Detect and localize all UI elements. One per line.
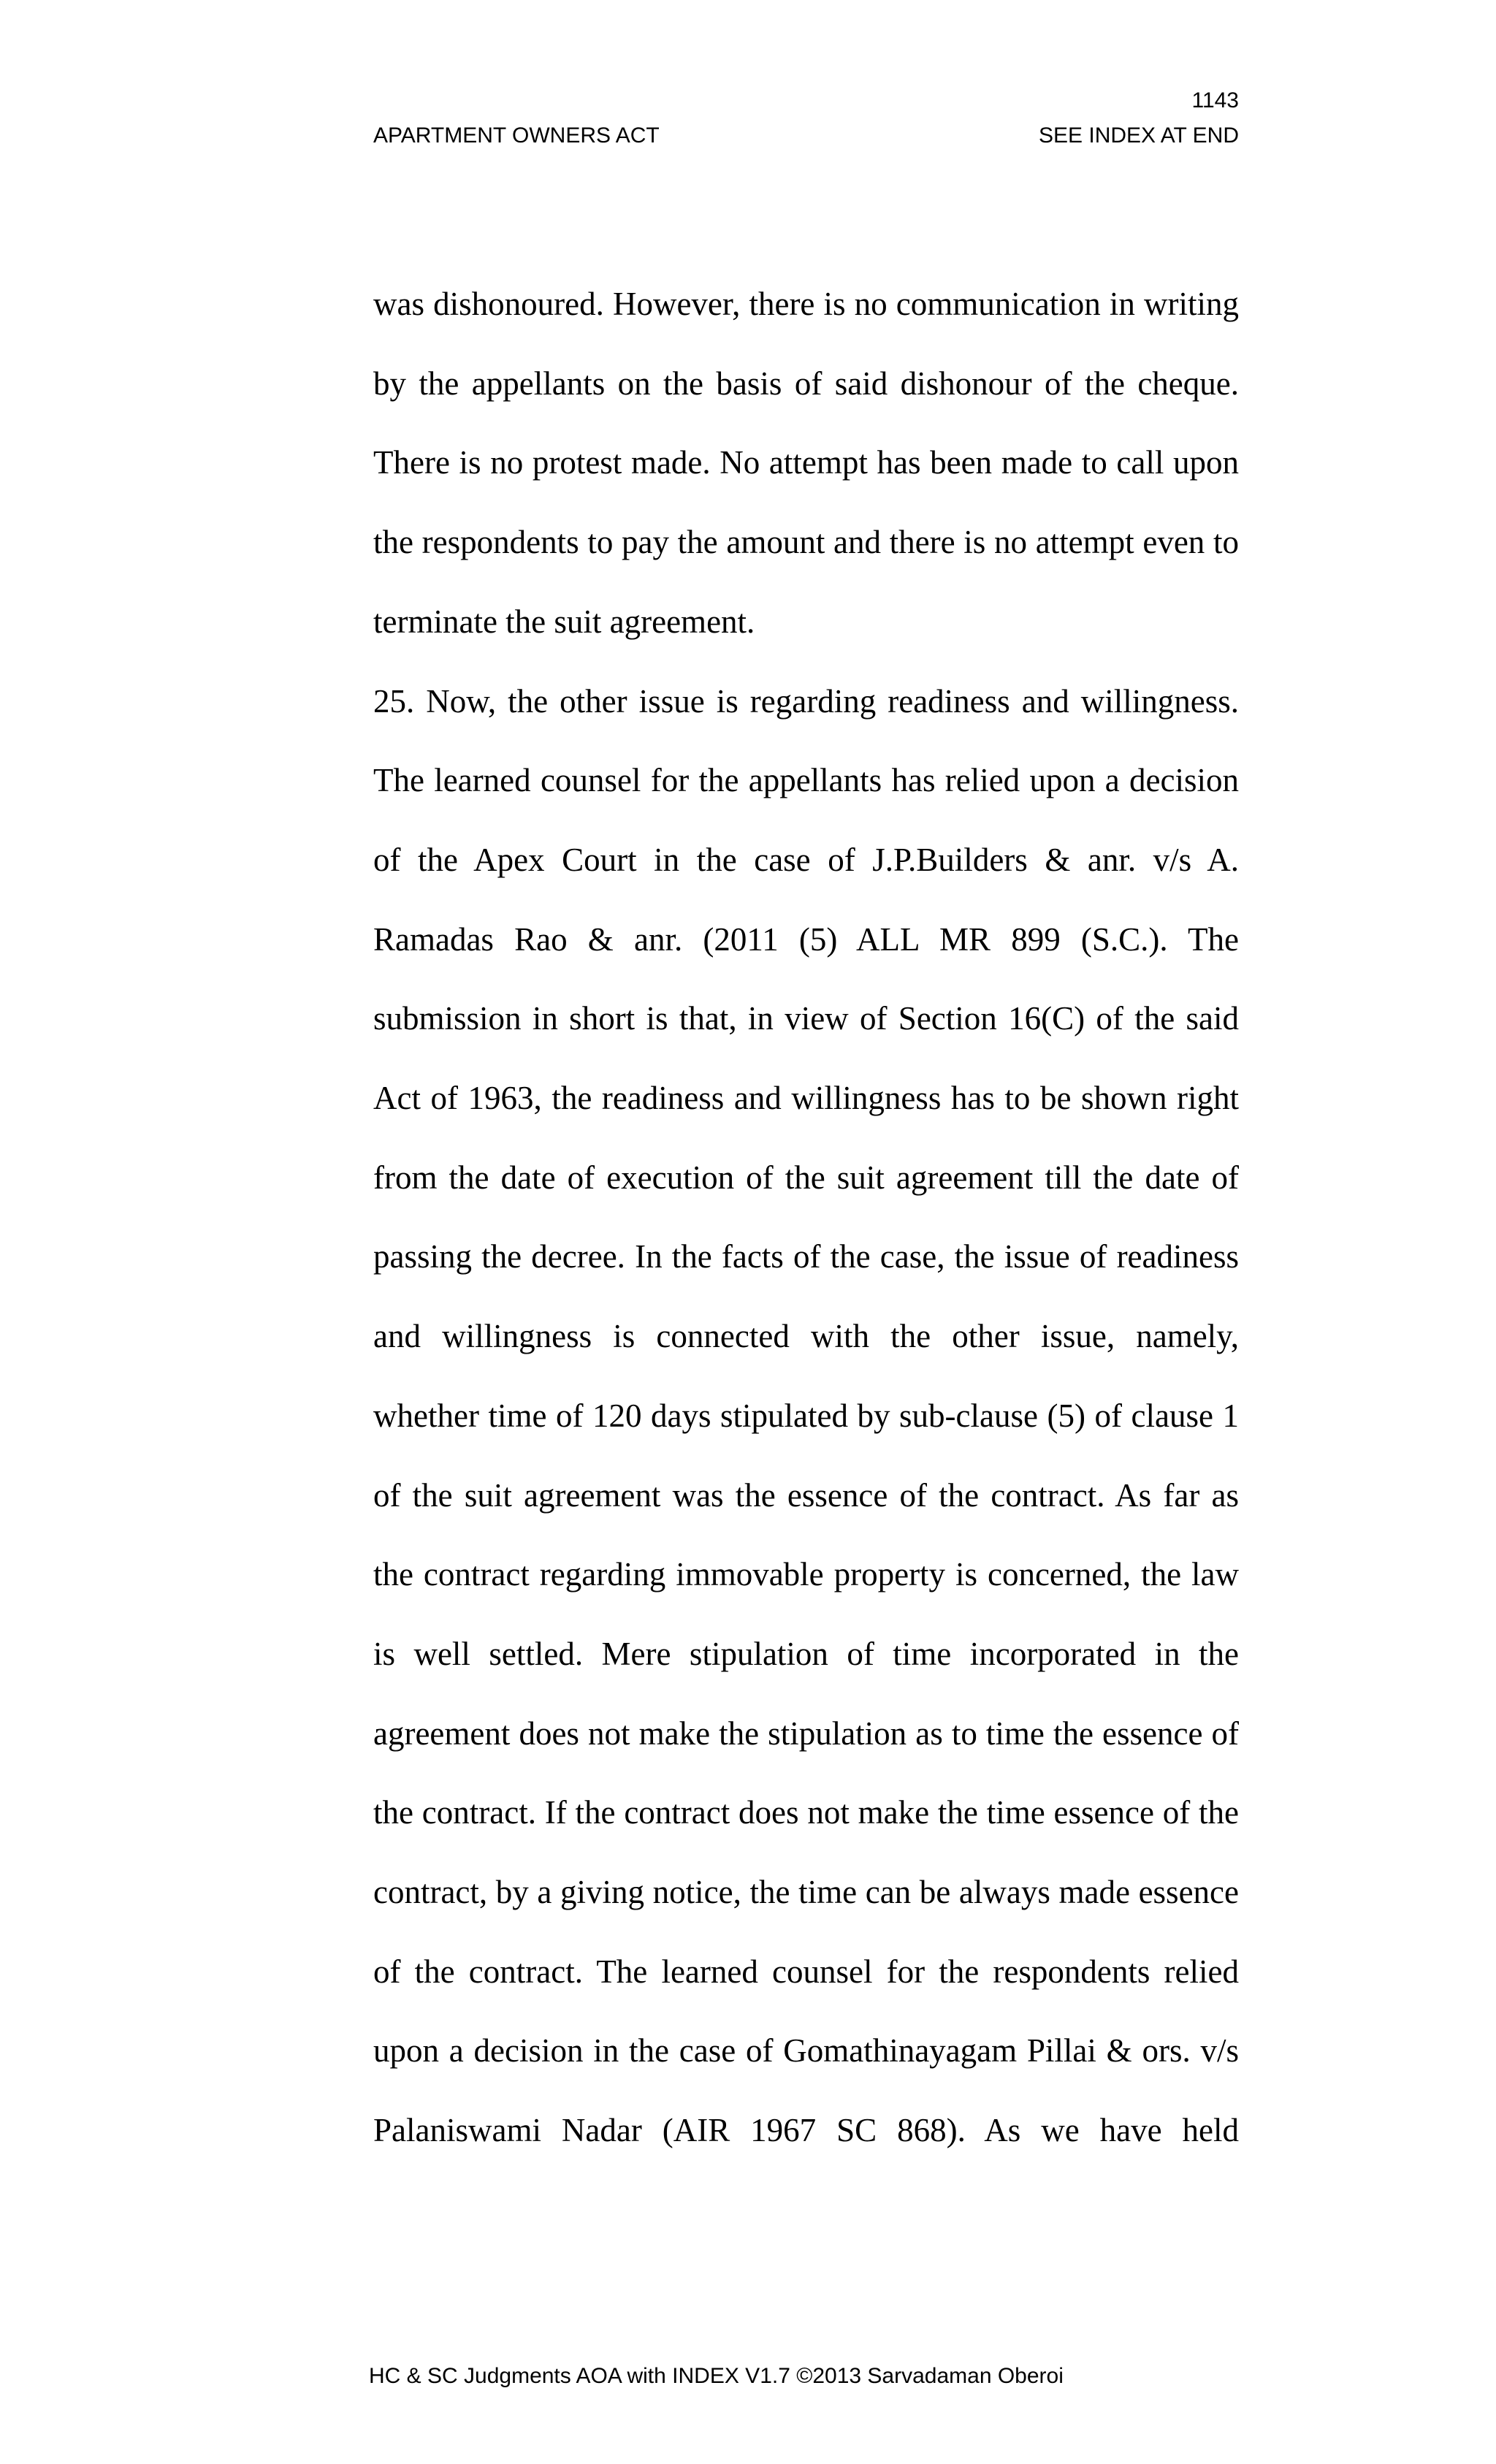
- body-paragraph: was dishonoured. However, there is no communication in writing by the appellants on the basis of said dishonour of the cheque. There is no protest made. No attempt has been made to call upon the respondents to pay the amount and there is no attempt even to terminate the suit agreement.: [373, 286, 1239, 640]
- page-number: 1143: [1191, 88, 1239, 112]
- judgment-body: [373, 264, 1239, 2170]
- header-act-title: APARTMENT OWNERS ACT: [373, 123, 660, 148]
- running-header: [373, 123, 1239, 149]
- body-paragraph: 25. Now, the other issue is regarding readiness and willingness. The learned counsel for the appellants has relied upon a decision of the Apex Court in the case of J.P.Builders & anr. v/s A. Ramadas Rao & anr. (2011 (5) ALL MR 899 (S.C.). The submission in short is that, in view of Section 16(C) of the said Act of 1963, the readiness and willingness has to be shown right from the date of execution of the suit agreement till the date of passing the decree. In the facts of the case, the issue of readiness and willingness is connected with the other issue, namely, whether time of 120 days stipulated by sub-clause (5) of clause 1 of the suit agreement was the essence of the contract. As far as the contract regarding immovable property is concerned, the law is well settled. Mere stipulation of time incorporated in the agreement does not make the stipulation as to time the essence of the contract. If the contract does not make the time essence of the contract, by a giving notice, the time can be always made essence of the contract. The learned counsel for the respondents relied upon a decision in the case of Gomathinayagam Pillai & ors. v/s Palaniswami Nadar (AIR 1967 SC 868). As we have held: [373, 682, 1239, 2149]
- page-footer: HC & SC Judgments AOA with INDEX V1.7 ©2013 Sarvadaman Oberoi: [369, 2364, 1064, 2388]
- header-index-note: SEE INDEX AT END: [1039, 123, 1239, 148]
